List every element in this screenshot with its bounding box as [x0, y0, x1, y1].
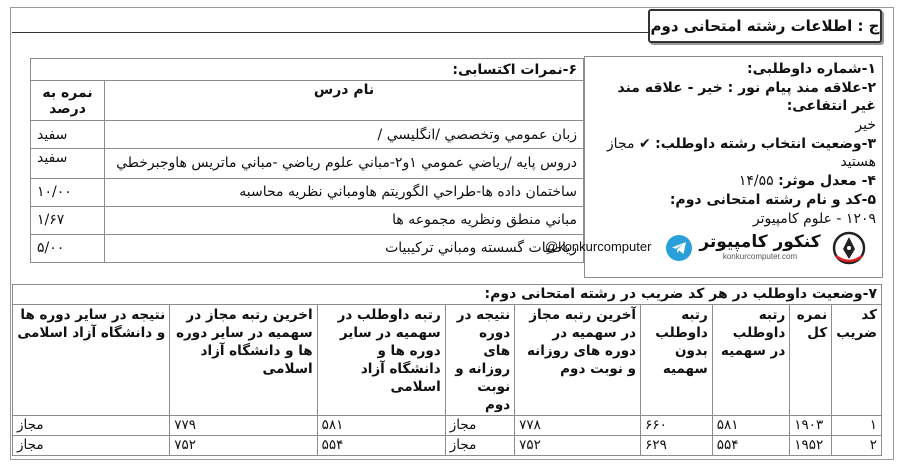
course-name: رياضيات گسسته ومباني تركيبيات [105, 234, 584, 262]
table-row [13, 436, 882, 456]
coef-code: ۲ [832, 436, 882, 456]
gpa-label: ۴- معدل موثر: [778, 173, 876, 189]
gpa-value: ۱۴/۵۵ [738, 173, 774, 189]
rank-no-quota: ۶۶۰ [641, 416, 713, 436]
table-row [13, 416, 882, 436]
last-allowed-rank-day: ۷۷۸ [515, 416, 641, 436]
total-score: ۱۹۵۲ [790, 436, 832, 456]
quota-rank: ۵۵۴ [712, 436, 790, 456]
check-icon: ✔ [638, 136, 651, 152]
course-name: ساختمان داده ها-طراحي الگوريتم هاومباني نظريه محاسبه [105, 178, 584, 206]
exam-field-value: ۱۲۰۹ - علوم کامپیوتر [752, 211, 876, 227]
course-score: سفيد [31, 149, 105, 179]
col-header-last-allowed-rank-day: آخرین رتبه مجاز در سهمیه در دوره های روزانه و نوبت دوم [515, 305, 641, 416]
table-row [31, 178, 584, 206]
result-other: مجاز [13, 416, 170, 436]
social-handle[interactable]: @konkurcomputer [545, 239, 652, 254]
table-row [31, 206, 584, 234]
course-score: ۱/۶۷ [31, 206, 105, 234]
course-score: ۵/۰۰ [31, 234, 105, 262]
brand-site: konkurcomputer.com [722, 252, 798, 261]
course-score: ۱۰/۰۰ [31, 178, 105, 206]
col-header-rank-no-quota: رتبه داوطلب بدون سهمیه [641, 305, 713, 416]
col-header-total-score: نمره کل [790, 305, 832, 416]
table-row [31, 121, 584, 149]
result-day: مجاز [445, 436, 514, 456]
rank-no-quota: ۶۲۹ [641, 436, 713, 456]
col-header-result-other: نتیجه در سایر دوره ها و دانشگاه آزاد اسلامی [13, 305, 170, 416]
table-row [31, 149, 584, 179]
grades-title: ۶-نمرات اکتسابی: [31, 59, 584, 81]
section-title: ج : اطلاعات رشته امتحانی دوم [648, 9, 882, 43]
brand-name: کنکور کامپیوتر [699, 232, 821, 252]
pen-logo-icon [831, 230, 867, 266]
telegram-icon[interactable] [666, 235, 692, 261]
col-header-quota-rank: رتبه داوطلب در سهمیه [712, 305, 790, 416]
quota-rank-other: ۵۸۱ [317, 416, 445, 436]
payam-noor-interest-value: خیر [855, 117, 876, 133]
col-header-coef-code: کد ضریب [832, 305, 882, 416]
course-name: مباني منطق ونظريه مجموعه ها [105, 206, 584, 234]
quota-rank-other: ۵۵۴ [317, 436, 445, 456]
rank-status-table [12, 284, 882, 456]
rank-status-title: ۷-وضعیت داوطلب در هر کد ضریب در رشته امتحانی دوم: [13, 285, 882, 305]
section-divider [12, 32, 648, 33]
course-name: زبان عمومي وتخصصي /انگليسي / [105, 121, 584, 149]
course-score: سفيد [31, 121, 105, 149]
brand-area [545, 228, 870, 268]
score-header: نمره به درصد [31, 81, 105, 121]
selection-status-value: مجاز هستید [606, 136, 876, 170]
selection-status-label: ۳-وضعیت انتخاب رشته داوطلب: [655, 136, 876, 152]
last-allowed-rank-other: ۷۷۹ [170, 416, 317, 436]
result-day: مجاز [445, 416, 514, 436]
last-allowed-rank-other: ۷۵۲ [170, 436, 317, 456]
col-header-quota-rank-other: رتبه داوطلب در سهمیه در سایر دوره ها و دانشگاه آزاد اسلامی [317, 305, 445, 416]
result-other: مجاز [13, 436, 170, 456]
course-name-header: نام درس [105, 81, 584, 121]
payam-noor-interest-label: ۲-علاقه مند پیام نور : خیر - علاقه مند غیر انتفاعی: [617, 80, 876, 114]
quota-rank: ۵۸۱ [712, 416, 790, 436]
col-header-last-allowed-rank-other: اخرین رتبه مجاز در سهمیه در سایر دوره ها و دانشگاه آزاد اسلامی [170, 305, 317, 416]
grades-table [30, 58, 584, 263]
total-score: ۱۹۰۳ [790, 416, 832, 436]
last-allowed-rank-day: ۷۵۲ [515, 436, 641, 456]
table-row [31, 234, 584, 262]
course-name: دروس پايه /رياضي عمومي ۱و۲-مباني علوم رياضي -مباني ماتريس هاوجبرخطي [105, 149, 584, 179]
candidate-number-label: ۱-شماره داوطلبی: [746, 61, 876, 77]
exam-field-label: ۵-کد و نام رشته امتحانی دوم: [669, 192, 876, 208]
coef-code: ۱ [832, 416, 882, 436]
col-header-result-day: نتیجه در دوره های روزانه و نوبت دوم [445, 305, 514, 416]
